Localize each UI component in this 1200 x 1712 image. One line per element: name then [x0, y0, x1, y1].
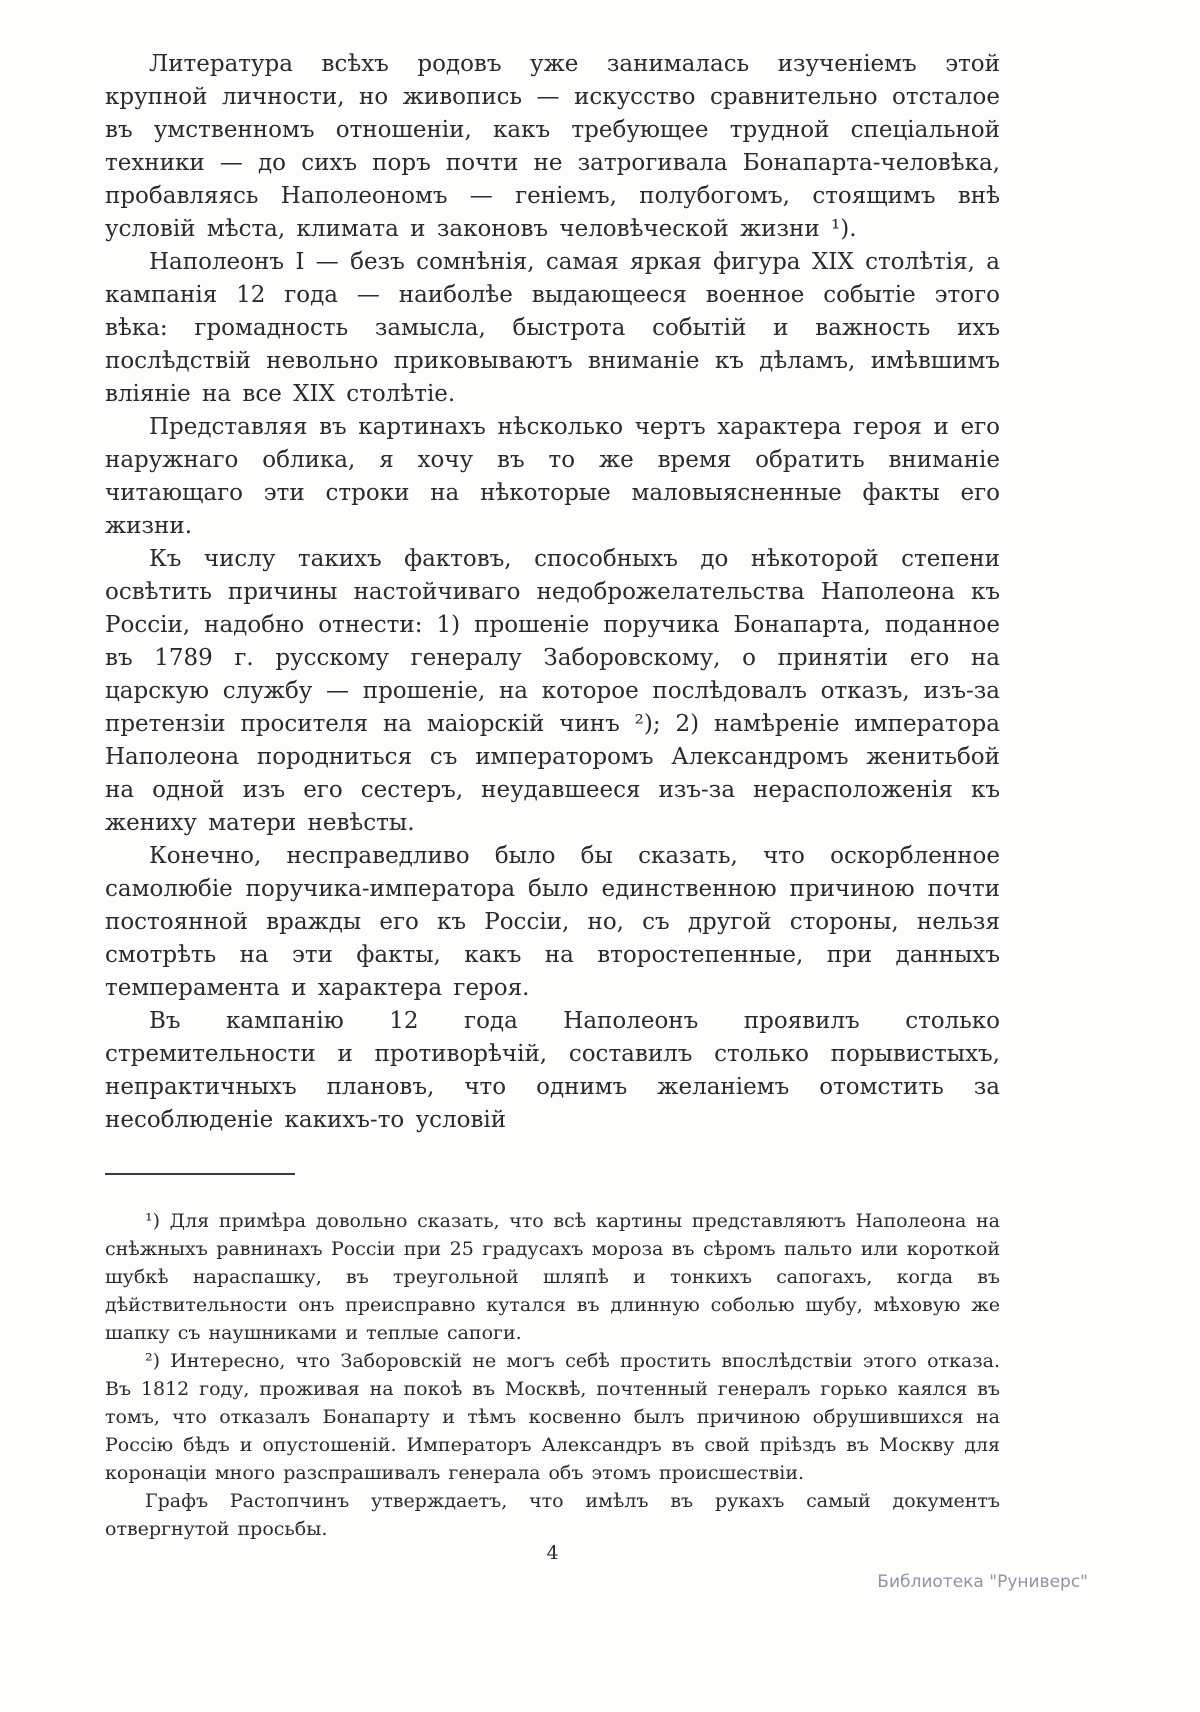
library-watermark: Библиотека "Руниверс" — [877, 1572, 1088, 1592]
paragraph: Въ кампанію 12 года Наполеонъ проявилъ столько стремительности и противорѣчій, составилъ столько порывистыхъ, непрактичныхъ плановъ, что однимъ желаніемъ отомстить за несоблюденіе какихъ-то условій — [105, 1008, 1000, 1133]
paragraph: Представляя въ картинахъ нѣсколько чертъ характера героя и его наружнаго облика, я хочу въ то же время обратить вниманіе читающаго эти строки на нѣкоторые маловыясненные факты его жизни. — [105, 414, 1000, 539]
footnote: Графъ Растопчинъ утверждаетъ, что имѣлъ въ рукахъ самый документъ отвергнутой просьбы. — [105, 1490, 1000, 1540]
footnote: ²) Интересно, что Заборовскій не могъ себѣ простить впослѣдствіи этого отказа. Въ 1812 году, проживая на покоѣ въ Москвѣ, почтенный генералъ горько каялся въ томъ, что отказалъ Бонапарту и тѣмъ косвенно былъ причиною обрушившихся на Россію бѣдъ и опустошеній. Императоръ Александръ въ свой пріѣздъ въ Москву для коронаціи много разспрашивалъ генерала объ этомъ происшествіи. — [105, 1350, 1000, 1484]
footnotes-section — [105, 1207, 1000, 1543]
paragraph: Къ числу такихъ фактовъ, способныхъ до нѣкоторой степени освѣтить причины настойчиваго недоброжелательства Наполеона къ Россіи, надобно отнести: 1) прошеніе поручика Бонапарта, поданное въ 1789 г. русскому генералу Заборовскому, о принятіи его на царскую службу — прошеніе, на которое послѣдовалъ отказъ, изъ-за претензіи просителя на маіорскій чинъ ²); 2) намѣреніе императора Наполеона породниться съ императоромъ Александромъ женитьбой на одной изъ его сестеръ, неудавшееся изъ-за нерасположенія къ жениху матери невѣсты. — [105, 546, 1000, 836]
paragraph: Наполеонъ I — безъ сомнѣнія, самая яркая фигура XIX столѣтія, а кампанія 12 года — наиболѣе выдающееся военное событіе этого вѣка: громадность замысла, быстрота событій и важность ихъ послѣдствій невольно приковываютъ вниманіе къ дѣламъ, имѣвшимъ вліяніе на все XIX столѣтіе. — [105, 249, 1000, 407]
page-content — [105, 48, 1000, 1543]
paragraph: Литература всѣхъ родовъ уже занималась изученіемъ этой крупной личности, но живопись — искусство сравнительно отсталое въ умственномъ отношеніи, какъ требующее трудной спеціальной техники — до сихъ поръ почти не затрогивала Бонапарта-человѣка, пробавляясь Наполеономъ — геніемъ, полубогомъ, стоящимъ внѣ условій мѣста, климата и законовъ человѣческой жизни ¹). — [105, 51, 1000, 242]
page-number: 4 — [546, 1542, 559, 1564]
paragraph: Конечно, несправедливо было бы сказать, что оскорбленное самолюбіе поручика-императора было единственною причиною почти постоянной вражды его къ Россіи, но, съ другой стороны, нельзя смотрѣть на эти факты, какъ на второстепенные, при данныхъ темперамента и характера героя. — [105, 843, 1000, 1001]
footnote: ¹) Для примѣра довольно сказать, что всѣ картины представляютъ Наполеона на снѣжныхъ равнинахъ Россіи при 25 градусахъ мороза въ сѣромъ пальто или короткой шубкѣ нараспашку, въ треугольной шляпѣ и тонкихъ сапогахъ, когда въ дѣйствительности онъ преисправно кутался въ длинную соболью шубу, мѣховую же шапку съ наушниками и теплые сапоги. — [105, 1210, 1000, 1344]
footnote-separator — [105, 1173, 295, 1175]
